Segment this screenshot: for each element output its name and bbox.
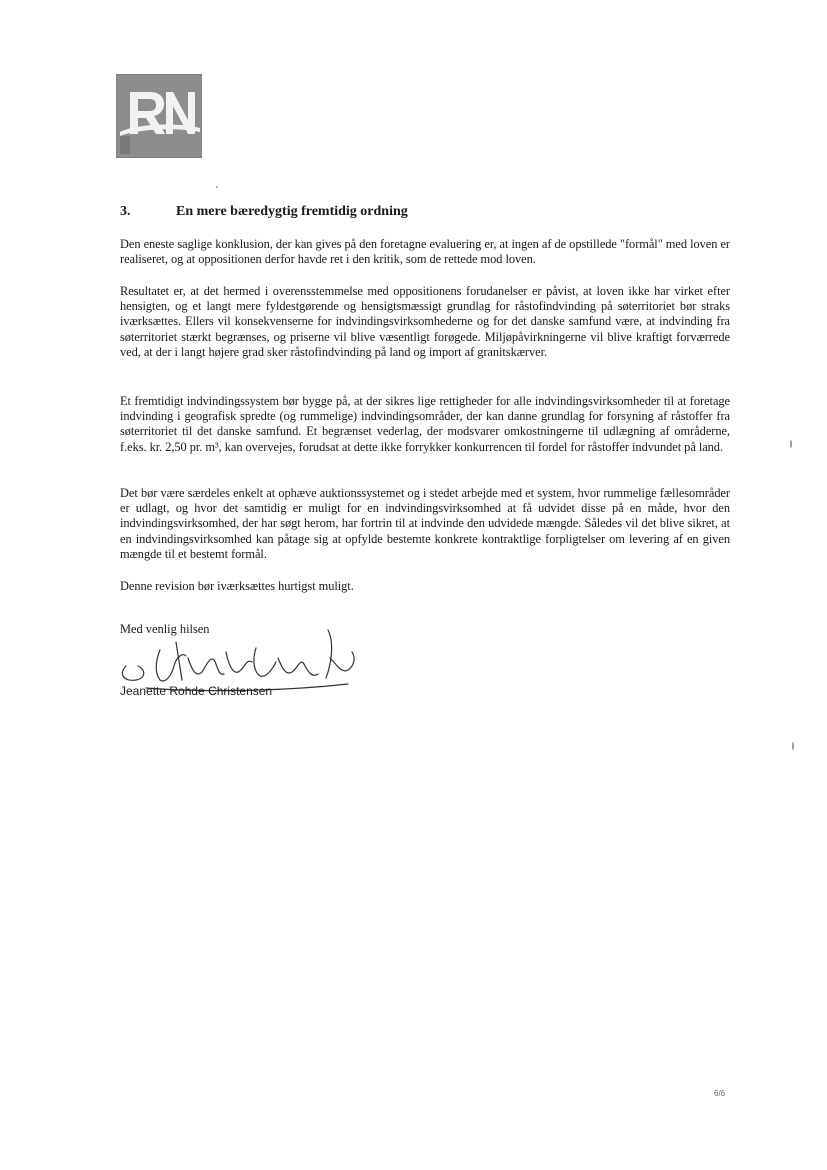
scan-artifact bbox=[790, 440, 792, 448]
paragraph: Et fremtidigt indvindingssystem bør bygge på, at der sikres lige rettigheder for alle indvindingsvirksomheder til at foretage indvinding i geografisk spredte (og rummelige) indvindingsområder, der kan danne grundlag for forsyning af råstoffer fra søterritoriet til det danske samfund. Et begrænset vederlag, der modsvarer omkostningerne til udlægning af områderne, f.eks. kr. 2,50 pr. m³, kan overvejes, forudsat at dette ikke forrykker konkurrencen til fordel for råstoffer indvundet på land. bbox=[120, 394, 730, 454]
paragraph: Den eneste saglige konklusion, der kan gives på den foretagne evaluering er, at ingen af de opstillede "formål" med loven er realiseret, og at oppositionen derfor havde ret i den kritik, som de rettede mod loven. bbox=[120, 237, 730, 267]
scan-artifact bbox=[792, 742, 794, 750]
rn-logo bbox=[116, 74, 202, 158]
paragraph: Det bør være særdeles enkelt at ophæve auktionssystemet og i stedet arbejde med et system, hvor rummelige fællesområder er udlagt, og hvor det samtidig er muligt for en indvindingsvirksomhed at få udvidet disse på en måde, hvor den indvindingsvirksomhed, der har søgt herom, har fortrin til at indvinde den udvidede mængde. Således vil det blive sikret, at en indvindingsvirksomhed kan påtage sig at opfylde bestemte konkrete kontraktlige forpligtelser om levering af en given mængde til et bestemt formål. bbox=[120, 486, 730, 561]
paragraph: Resultatet er, at det hermed i overensstemmelse med oppositionens forudanelser er påvist, at loven ikke har virket efter hensigten, og et langt mere fyldestgørende og hensigtsmæssigt grundlag for råstofindvinding på søterritoriet bør straks iværksættes. Ellers vil konsekvenserne for indvindingsvirksomhederne og for det danske samfund være, at indvinding fra søterritoriet stærkt begrænses, og priserne vil blive væsentligt forøgede. Miljøpåvirkningerne vil blive kraftigt forværrede ved, at der i langt højere grad sker råstofindvinding på land og import af granitskærver. bbox=[120, 284, 730, 359]
closing-salutation: Med venlig hilsen bbox=[120, 622, 210, 636]
section-title: En mere bæredygtig fremtidig ordning bbox=[176, 204, 408, 219]
signer-name: Jeanette Rohde Christensen bbox=[120, 684, 273, 698]
page-number: 6/6 bbox=[714, 1089, 726, 1098]
section-number: 3. bbox=[120, 204, 131, 219]
scan-artifact bbox=[216, 186, 218, 188]
section-heading bbox=[120, 204, 720, 220]
paragraph: Denne revision bør iværksættes hurtigst muligt. bbox=[120, 579, 354, 593]
